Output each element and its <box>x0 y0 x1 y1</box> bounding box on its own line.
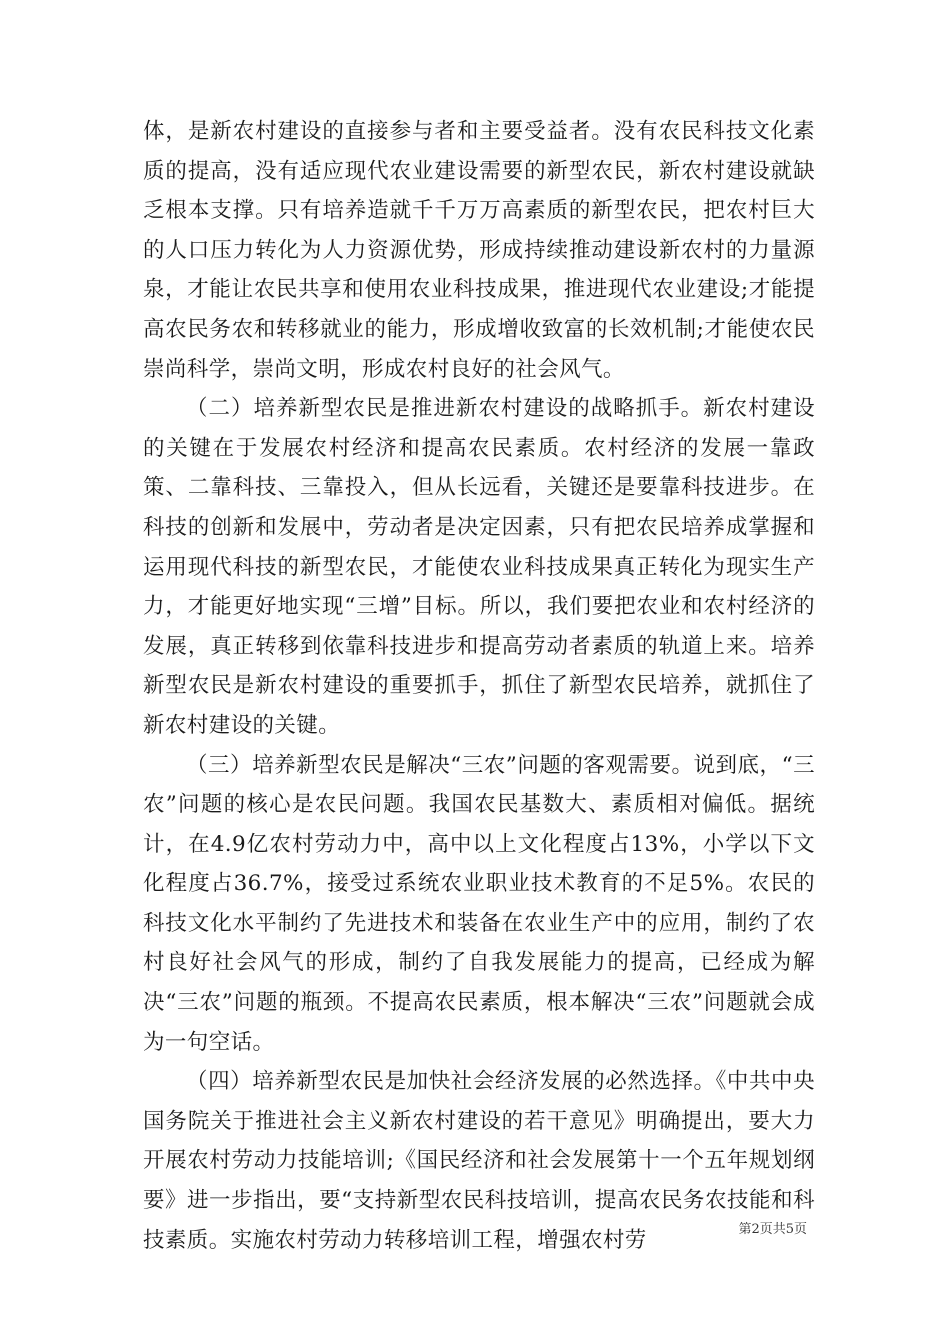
paragraph-continuation: 体，是新农村建设的直接参与者和主要受益者。没有农民科技文化素质的提高，没有适应现代农业建设需要的新型农民，新农村建设就缺乏根本支撑。只有培养造就千千万万高素质的新型农民，把农村巨大的人口压力转化为人力资源优势，形成持续推动建设新农村的力量源泉，才能让农民共享和使用农业科技成果，推进现代农业建设;才能提高农民务农和转移就业的能力，形成增收致富的长效机制;才能使农民崇尚科学，崇尚文明，形成农村良好的社会风气。 <box>143 119 815 382</box>
paragraph-section-three: （三）培养新型农民是解决“三农”问题的客观需要。说到底，“三农”问题的核心是农民问题。我国农民基数大、素质相对偏低。据统计，在4.9亿农村劳动力中，高中以上文化程度占13%，小学以下文化程度占36.7%，接受过系统农业职业技术教育的不足5%。农民的科技文化水平制约了先进技术和装备在农业生产中的应用，制约了农村良好社会风气的形成，制约了自我发展能力的提高，已经成为解决“三农”问题的瓶颈。不提高农民素质，根本解决“三农”问题就会成为一句空话。 <box>143 752 815 1055</box>
paragraph-section-four: （四）培养新型农民是加快社会经济发展的必然选择。《中共中央国务院关于推进社会主义新农村建设的若干意见》明确提出，要大力开展农村劳动力技能培训;《国民经济和社会发展第十一个五年规划纲要》进一步指出，要“支持新型农民科技培训，提高农民务农技能和科技素质。实施农村劳动力转移培训工程，增强农村劳 <box>143 1069 815 1253</box>
paragraph-section-two: （二）培养新型农民是推进新农村建设的战略抓手。新农村建设的关键在于发展农村经济和提高农民素质。农村经济的发展一靠政策、二靠科技、三靠投入，但从长远看，关键还是要靠科技进步。在科技的创新和发展中，劳动者是决定因素，只有把农民培养成掌握和运用现代科技的新型农民，才能使农业科技成果真正转化为现实生产力，才能更好地实现“三增”目标。所以，我们要把农业和农村经济的发展，真正转移到依靠科技进步和提高劳动者素质的轨道上来。培养新型农民是新农村建设的重要抓手，抓住了新型农民培养，就抓住了新农村建设的关键。 <box>143 396 815 738</box>
document-body <box>143 112 815 1260</box>
page-number-footer: 第2页共5页 <box>738 1222 807 1237</box>
